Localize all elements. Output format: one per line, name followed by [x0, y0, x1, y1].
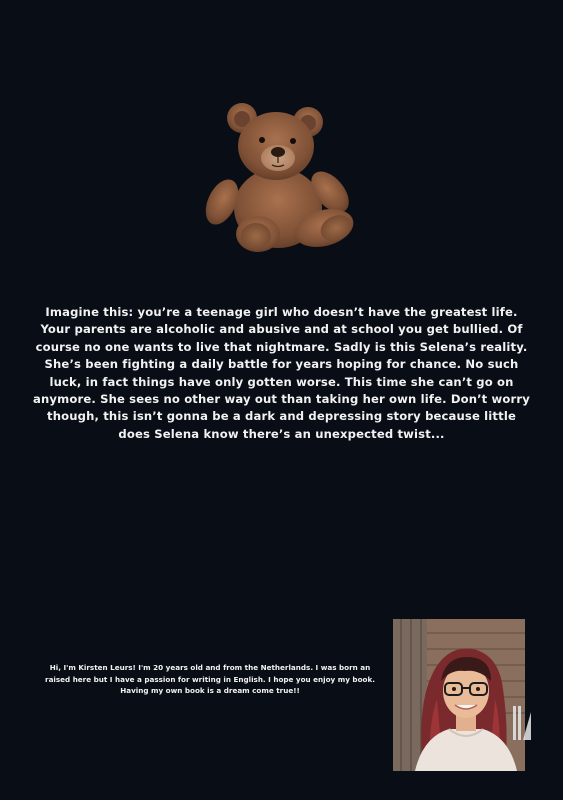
teddy-bear-icon: [196, 100, 360, 256]
author-bio: Hi, I'm Kirsten Leurs! I'm 20 years old and from the Netherlands. I was born an raised here but I have a passion for writing in English. I hope you enjoy my book. Having my own book is a dream come true!!: [45, 663, 375, 696]
author-portrait-icon: [393, 619, 525, 771]
book-blurb: Imagine this: you’re a teenage girl who doesn’t have the greatest life. Your parents are alcoholic and abusive and at school you get bullied. Of course no one wants to live that nightmare. Sadly is this Selena’s reality. She’s been fighting a daily battle for years hoping for chance. No such luck, in fact things have only gotten worse. This time she can’t go on anymore. She sees no other way out than taking her own life. Don’t worry though, this isn’t gonna be a dark and depressing story because little does Selena know there’s an unexpected twist...: [33, 305, 530, 441]
publisher-logo-icon: [511, 702, 533, 744]
